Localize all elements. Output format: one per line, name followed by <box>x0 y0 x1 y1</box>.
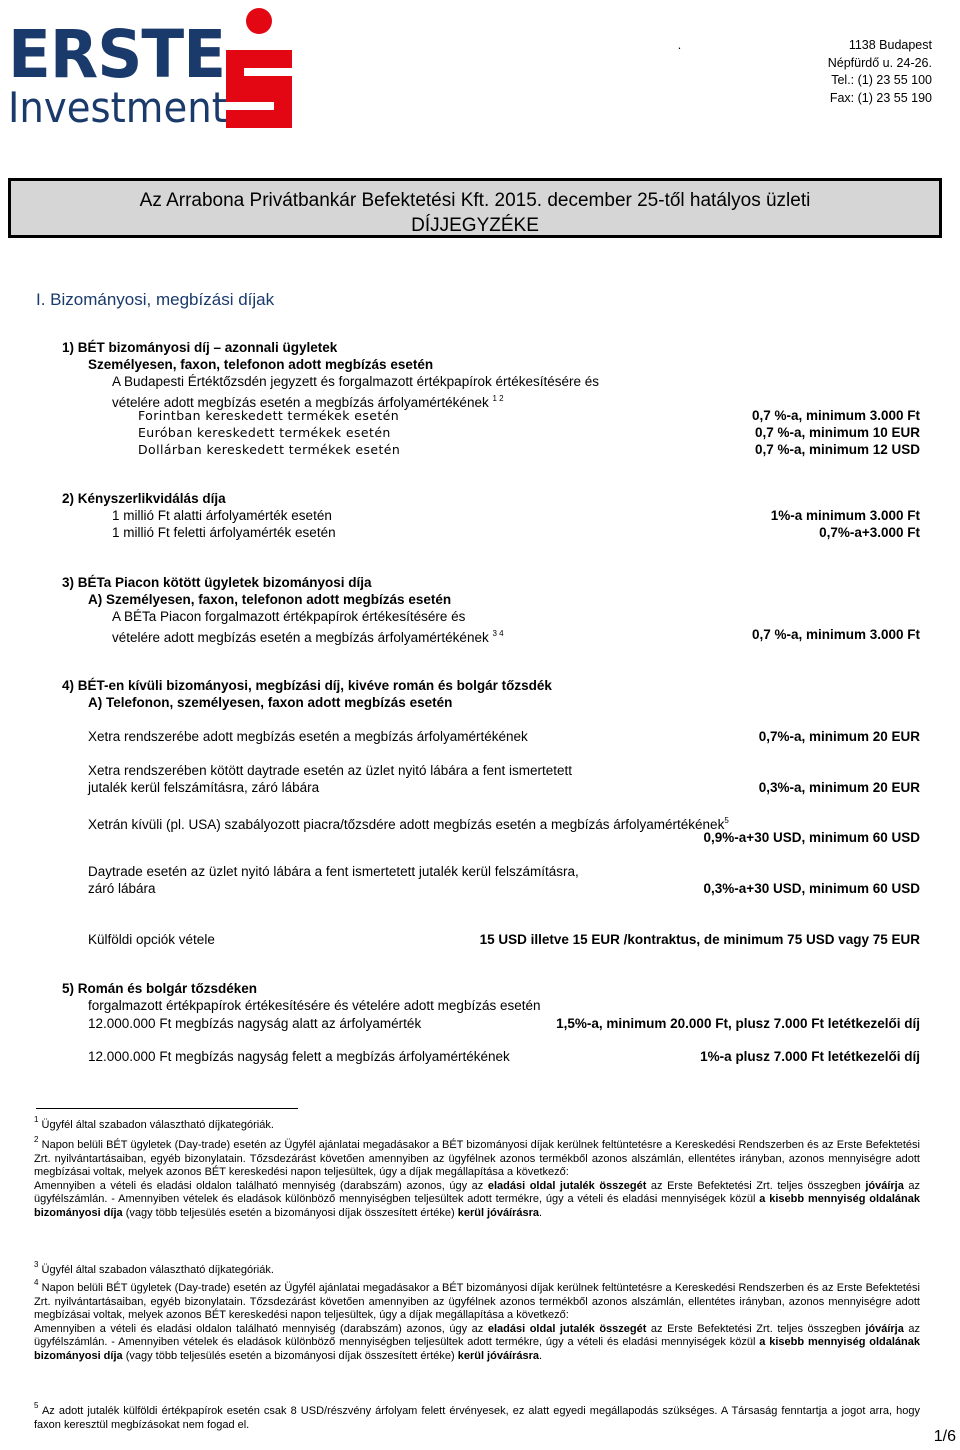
footnote-3: $^3$ Ügyfél által szabadon választható díjkategóriák. <box>34 1260 274 1276</box>
s1-description-2: vételére adott megbízás esetén a megbízás árfolyamértékének $^{1 2}$ <box>112 394 504 410</box>
s1-row-value: 0,7 %-a, minimum 12 USD <box>754 442 920 457</box>
logo-erste-text: ERSTE <box>8 16 226 93</box>
s3-subheading: A) Személyesen, faxon, telefonon adott megbízás esetén <box>88 592 452 607</box>
s4-xetra-value: 0,7%-a, minimum 20 EUR <box>758 729 920 744</box>
s2-row-value: 1%-a minimum 3.000 Ft <box>770 508 920 523</box>
footnote-separator <box>36 1108 298 1109</box>
s5-heading: 5) Román és bolgár tőzsdéken <box>62 981 258 996</box>
s4-options-label: Külföldi opciók vétele <box>88 932 215 947</box>
s5-row-value: 1,5%-a, minimum 20.000 Ft, plusz 7.000 Ft letétkezelői díj <box>556 1016 920 1031</box>
s4-options-value: 15 USD illetve 15 EUR /kontraktus, de minimum 75 USD vagy 75 EUR <box>479 932 920 947</box>
document-title-line1: Az Arrabona Privátbankár Befektetési Kft. 2015. december 25-től hatályos üzleti <box>139 190 811 211</box>
s3-value: 0,7 %-a, minimum 3.000 Ft <box>751 627 920 642</box>
s4-xetra-daytrade-value: 0,3%-a, minimum 20 EUR <box>758 780 920 795</box>
address-line-street: Népfürdő u. 24-26. <box>827 55 932 70</box>
address-line-fax: Fax: (1) 23 55 190 <box>829 90 932 105</box>
s1-row-value: 0,7 %-a, minimum 10 EUR <box>754 425 920 440</box>
footnote-4: $^4$ Napon belüli BÉT ügyletek (Day-trade) esetén az Ügyfél ajánlatai megadásakor a BÉT bizományosi díjak kerülnek feltüntetésre a Kereskedési Rendszerben és az Erste Befektetési Zrt. nyilvántartásaiban, egyéb bizonylatain. Tőzsdezárást követően amennyiben az ügyfélnek azonos termékből azonos alszámlán, ellentétes irányban, azonos mennyiségre adott megbízásai voltak, melyek azonos BÉT kereskedési napon teljesültek, úgy a díjak megállapítása a következő: Amennyiben a vételi és eladási oldalon található mennyiség (darabszám) azonos, úgy az eladási oldal jutalék összegét az Erste Befektetési Zrt. teljes összegben jóváírja az ügyfélszámlán. - Amennyiben vételek és eladások különböző mennyiségben teljesültek adott termékre, úgy a vételi és eladási mennyiségek közül a kisebb mennyiség oldalának bizományosi díja (vagy több teljesülés esetén a bizományosi díjak összesített értéke) kerül jóváírásra. <box>34 1278 921 1362</box>
s1-row-value: 0,7 %-a, minimum 3.000 Ft <box>751 408 920 423</box>
s5-row-label: 12.000.000 Ft megbízás nagyság felett a megbízás árfolyamértékének <box>88 1049 510 1064</box>
address-dot: . <box>677 38 682 52</box>
sparkasse-logo-icon <box>222 6 296 128</box>
s4-daytrade-label: záró lábára <box>88 881 156 896</box>
section-heading: I. Bizományosi, megbízási díjak <box>36 290 275 309</box>
s2-heading: 2) Kényszerlikvidálás díja <box>62 491 226 506</box>
footnote-1: $^1$ Ügyfél által szabadon választható díjkategóriák. <box>34 1115 274 1131</box>
s4-daytrade-value: 0,3%-a+30 USD, minimum 60 USD <box>703 881 920 896</box>
s1-row-label: Euróban kereskedett termékek esetén <box>138 425 391 440</box>
logo-investment-text: Investment <box>8 83 227 132</box>
s1-heading: 1) BÉT bizományosi díj – azonnali ügyletek <box>62 340 338 355</box>
address-line-phone: Tel.: (1) 23 55 100 <box>831 73 932 87</box>
s2-row-label: 1 millió Ft alatti árfolyamérték esetén <box>112 508 332 523</box>
footnote-2: $^2$ Napon belüli BÉT ügyletek (Day-trade) esetén az Ügyfél ajánlatai megadásakor a BÉT bizományosi díjak kerülnek feltüntetésre a Kereskedési Rendszerben és az Erste Befektetési Zrt. nyilvántartásaiban, egyéb bizonylatain. Tőzsdezárást követően amennyiben az ügyfélnek azonos termékből azonos alszámlán, ellentétes irányban, azonos mennyiségre adott megbízásai voltak, melyek azonos BÉT kereskedési napon teljesültek, úgy a díjak megállapítása a következő: Amennyiben a vételi és eladási oldalon található mennyiség (darabszám) azonos, úgy az eladási oldal jutalék összegét az Erste Befektetési Zrt. teljes összegben jóváírja az ügyfélszámlán. - Amennyiben vételek és eladások különböző mennyiségben teljesültek adott termékre, úgy a vételi és eladási mennyiségek közül a kisebb mennyiség oldalának bizományosi díja (vagy több teljesülés esetén a bizományosi díjak összesített értéke) kerül jóváírásra. <box>34 1135 921 1219</box>
s4-xetra-daytrade-label: Xetra rendszerében kötött daytrade esetén az üzlet nyitó lábára a fent ismertetett <box>88 763 573 778</box>
document-title-line2: DÍJJEGYZÉKE <box>411 215 539 236</box>
s4-subheading: A) Telefonon, személyesen, faxon adott megbízás esetén <box>88 695 453 710</box>
s4-heading: 4) BÉT-en kívüli bizományosi, megbízási díj, kivéve román és bolgár tőzsdék <box>62 678 552 693</box>
document-title-box <box>8 178 942 238</box>
s1-row-label: Dollárban kereskedett termékek esetén <box>138 442 401 457</box>
company-address <box>677 37 932 107</box>
s3-description-1: A BÉTa Piacon forgalmazott értékpapírok értékesítésére és <box>112 609 466 624</box>
s5-subheading: forgalmazott értékpapírok értékesítésére és vételére adott megbízás esetén <box>88 998 541 1013</box>
s5-row-label: 12.000.000 Ft megbízás nagyság alatt az árfolyamérték <box>88 1016 422 1031</box>
footnote-5: $^5$ Az adott jutalék külföldi értékpapírok esetén csak 8 USD/részvény árfolyam felett érvényesek, ez alatt egyedi megállapodás szükséges. A Társaság fenntartja a jogot arra, hogy faxon keresztül megbízásokat nem fogad el. <box>34 1401 920 1431</box>
s4-xetra-label: Xetra rendszerébe adott megbízás esetén a megbízás árfolyamértékének <box>88 729 528 744</box>
address-line-city: 1138 Budapest <box>848 38 932 52</box>
s1-row-label: Forintban kereskedett termékek esetén <box>138 408 400 423</box>
s3-description-2: vételére adott megbízás esetén a megbízás árfolyamértékének $^{3 4}$ <box>112 629 504 645</box>
s4-foreign-label: Xetrán kívüli (pl. USA) szabályozott piacra/tőzsdére adott megbízás esetén a megbízás árfolyamértékének$^5$ <box>88 816 729 832</box>
s1-subheading: Személyesen, faxon, telefonon adott megbízás esetén <box>88 357 434 372</box>
s4-xetra-daytrade-label: jutalék kerül felszámításra, záró lábára <box>88 780 320 795</box>
s4-daytrade-label: Daytrade esetén az üzlet nyitó lábára a fent ismertetett jutalék kerül felszámításra, <box>88 864 579 879</box>
s1-description-1: A Budapesti Értéktőzsdén jegyzett és forgalmazott értékpapírok értékesítésére és <box>112 374 600 389</box>
s2-row-value: 0,7%-a+3.000 Ft <box>819 525 920 540</box>
s3-heading: 3) BÉTa Piacon kötött ügyletek bizományosi díja <box>62 575 372 590</box>
s2-row-label: 1 millió Ft feletti árfolyamérték esetén <box>112 525 336 540</box>
s4-foreign-value: 0,9%-a+30 USD, minimum 60 USD <box>703 830 920 845</box>
page-number: 1/6 <box>933 1428 956 1445</box>
s5-row-value: 1%-a plusz 7.000 Ft letétkezelői díj <box>700 1049 920 1064</box>
